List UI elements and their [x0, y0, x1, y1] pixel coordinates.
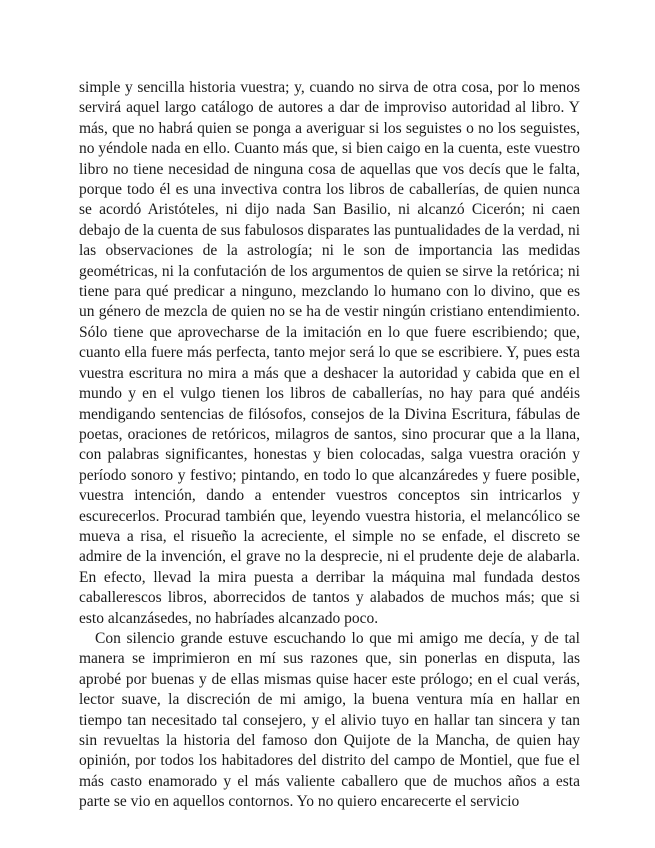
paragraph-2: Con silencio grande estuve escuchando lo que mi amigo me decía, y de tal manera se imprimieron en mí sus razones que, sin ponerlas en disputa, las aprobé por buenas y de ellas mismas quise hacer este prólogo; en el cual verás, lector suave, la discreción de mi amigo, la buena ventura mía en hallar en tiempo tan necesitado tal consejero, y el alivio tuyo en hallar tan sincera y tan sin revueltas la historia del famoso don Quijote de la Mancha, de quien hay opinión, por todos los habitadores del distrito del campo de Montiel, que fue el más casto enamorado y el más valiente caballero que de muchos años a esta parte se vio en aquellos contornos. Yo no quiero encarecerte el servicio [79, 629, 580, 811]
page-body [79, 78, 580, 813]
paragraph-1: simple y sencilla historia vuestra; y, cuando no sirva de otra cosa, por lo menos servirá aquel largo catálogo de autores a dar de improviso autoridad al libro. Y más, que no habrá quien se ponga a averiguar si los seguistes o no los seguistes, no yéndole nada en ello. Cuanto más que, si bien caigo en la cuenta, este vuestro libro no tiene necesidad de ninguna cosa de aquellas que vos decís que le falta, porque todo él es una invectiva contra los libros de caballerías, de quien nunca se acordó Aristóteles, ni dijo nada San Basilio, ni alcanzó Cicerón; ni caen debajo de la cuenta de sus fabulosos disparates las puntualidades de la verdad, ni las observaciones de la astrología; ni le son de importancia las medidas geométricas, ni la confutación de los argumentos de quien se sirve la retórica; ni tiene para qué predicar a ninguno, mezclando lo humano con lo divino, que es un género de mezcla de quien no se ha de vestir ningún cristiano entendimiento. Sólo tiene que aprovecharse de la imitación en lo que fuere escribiendo; que, cuanto ella fuere más perfecta, tanto mejor será lo que se escribiere. Y, pues esta vuestra escritura no mira a más que a deshacer la autoridad y cabida que en el mundo y en el vulgo tienen los libros de caballerías, no hay para qué andéis mendigando sentencias de filósofos, consejos de la Divina Escritura, fábulas de poetas, oraciones de retóricos, milagros de santos, sino procurar que a la llana, con palabras significantes, honestas y bien colocadas, salga vuestra oración y período sonoro y festivo; pintando, en todo lo que alcanzáredes y fuere posible, vuestra intención, dando a entender vuestros conceptos sin intricarlos y escurecerlos. Procurad también que, leyendo vuestra historia, el melancólico se mueva a risa, el risueño la acreciente, el simple no se enfade, el discreto se admire de la invención, el grave no la desprecie, ni el prudente deje de alabarla. En efecto, llevad la mira puesta a derribar la máquina mal fundada destos caballerescos libros, aborrecidos de tantos y alabados de muchos más; que si esto alcanzásedes, no habríades alcanzado poco. [79, 79, 581, 627]
